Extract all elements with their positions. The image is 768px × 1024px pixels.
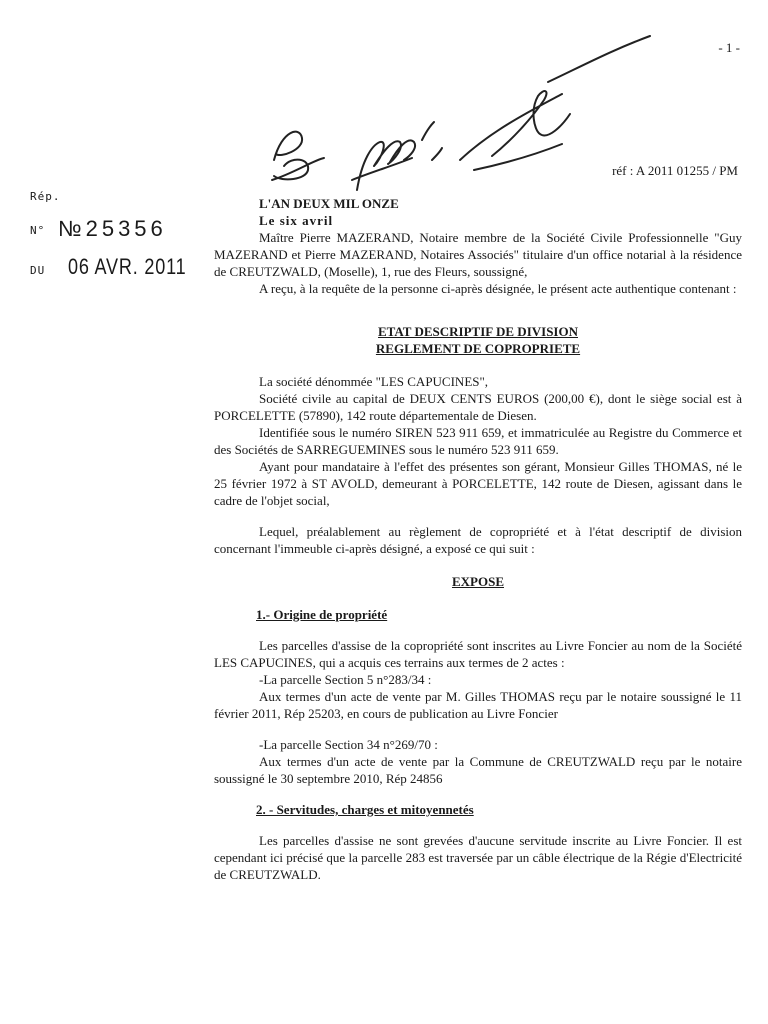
signature-main — [460, 36, 650, 170]
rep-label: Rép. — [30, 190, 61, 203]
servitudes-paragraph: Les parcelles d'assise ne sont grevées d'aucune servitude inscrite au Livre Foncier. Il est cependant ici précisé que la parcelle 283 est traversée par un câble électrique de la Régie d'Electricité de CREUTZWALD. — [214, 833, 742, 882]
section2-title: 2. - Servitudes, charges et mitoyennetés — [256, 802, 474, 817]
section1-title: 1.- Origine de propriété — [256, 607, 388, 622]
mandate-paragraph: Ayant pour mandataire à l'effet des présentes son gérant, Monsieur Gilles THOMAS, né le 25 février 1972 à ST AVOLD, demeurant à PORCELETTE, 142 route de Diesen, agissant dans le cadre de l'objet social, — [214, 459, 742, 508]
parcel2-text: Aux termes d'un acte de vente par la Commune de CREUTZWALD reçu par le notaire soussigné le 30 septembre 2010, Rép 24856 — [214, 754, 742, 786]
date-label: DU — [30, 264, 46, 277]
stamp-date: 06 AVR. 2011 — [68, 254, 187, 279]
signature-initials-3 — [422, 122, 442, 160]
number-label: N° — [30, 224, 46, 237]
siren-paragraph: Identifiée sous le numéro SIREN 523 911 659, et immatriculée au Registre du Commerce et des Sociétés de SARREGUEMINES sous le numéro 523 911 659. — [214, 425, 742, 457]
parcels-intro-paragraph: Les parcelles d'assise de la copropriété sont inscrites au Livre Foncier au nom de la Société LES CAPUCINES, qui a acquis ces terrains aux termes de 2 actes : — [214, 638, 742, 670]
page-number: - 1 - — [718, 40, 740, 55]
signature-initials-1 — [272, 132, 324, 180]
deed-body — [214, 195, 742, 883]
document-title-line1: ETAT DESCRIPTIF DE DIVISION — [378, 324, 578, 339]
handwritten-signatures — [262, 30, 662, 220]
parcel1-text: Aux termes d'un acte de vente par M. Gilles THOMAS reçu par le notaire soussigné le 11 février 2011, Rép 25203, en cours de publication au Livre Foncier — [214, 689, 742, 721]
received-paragraph: A reçu, à la requête de la personne ci-après désignée, le présent acte authentique contenant : — [259, 281, 737, 296]
repertoire-number: №25356 — [58, 216, 167, 241]
parcel1-label: -La parcelle Section 5 n°283/34 : — [259, 672, 432, 687]
capital-paragraph: Société civile au capital de DEUX CENTS EUROS (200,00 €), dont le siège social est à PORCELETTE (57890), 142 route départementale de Diesen. — [214, 391, 742, 423]
notary-paragraph: Maître Pierre MAZERAND, Notaire membre de la Société Civile Professionnelle "Guy MAZERAND et Pierre MAZERAND, Notaires Associés" titulaire d'un office notarial à la résidence de CREUTZWALD, (Moselle), 1, rue des Fleurs, soussigné, — [214, 230, 742, 279]
signature-initials-2 — [352, 140, 415, 190]
expose-title: EXPOSE — [451, 574, 504, 589]
document-title-line2: REGLEMENT DE COPROPRIETE — [375, 341, 581, 356]
preamble-paragraph: Lequel, préalablement au règlement de copropriété et à l'état descriptif de division concernant l'immeuble ci-après désigné, a exposé ce qui suit : — [214, 524, 742, 556]
parcel2-label: -La parcelle Section 34 n°269/70 : — [259, 737, 438, 752]
date-line: Le six avril — [259, 213, 334, 228]
year-line: L'AN DEUX MIL ONZE — [259, 196, 399, 211]
reference-number: réf : A 2011 01255 / PM — [612, 163, 738, 178]
company-name-paragraph: La société dénommée "LES CAPUCINES", — [259, 374, 489, 389]
